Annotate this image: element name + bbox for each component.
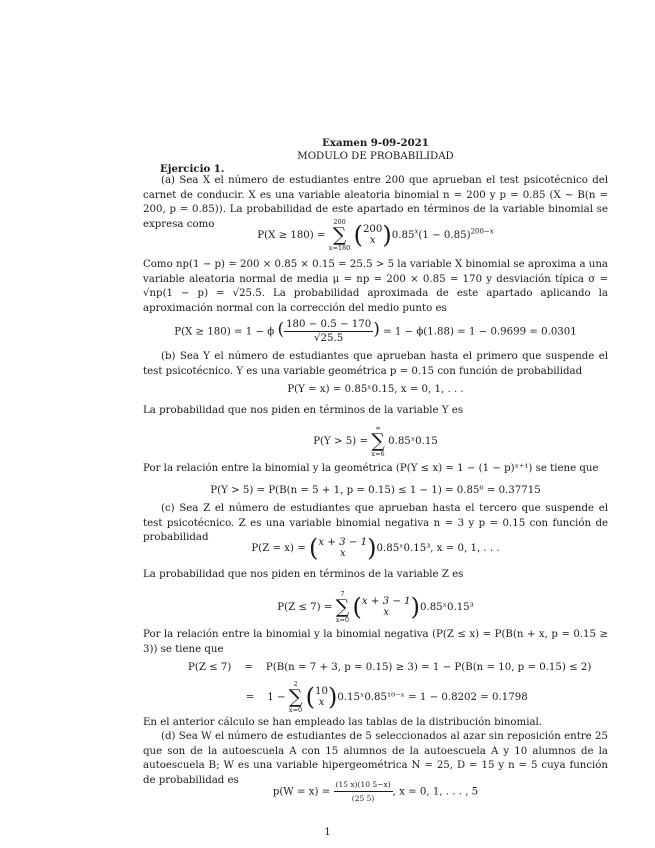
equation-rhs: = 1 − ϕ(1.88) = 1 − 0.9699 = 0.0301 — [383, 326, 577, 338]
fraction — [334, 778, 393, 805]
exam-title: Examen 9-09-2021 — [322, 137, 429, 149]
equation-lhs: p(W = x) = — [272, 786, 331, 798]
fraction — [284, 318, 373, 345]
part-c-paragraph-3: Por la relación entre la binomial y la binomial negativa (P(Z ≤ x) = P(B(n + x, p = 0.15 ≥ 3)) se tiene que — [143, 629, 608, 655]
equation-prefix: 1 − — [267, 692, 286, 703]
sum-lower: x=0 — [288, 706, 303, 714]
part-d-equation-1 — [143, 778, 608, 805]
equation-lhs: P(Z ≤ 7) = — [277, 602, 333, 613]
binomial-coefficient: (x + 3 − 1 x ) — [352, 592, 420, 621]
part-b-paragraph-2: La probabilidad que nos piden en términos de la variable Y es — [143, 405, 464, 416]
binom-top: 200 — [362, 224, 383, 235]
part-d-paragraph-1: (d) Sea W el número de estudiantes de 5 seleccionados al azar sin reposición entre 25 que son de la autoescuela A con 15 alumnos de la autoescuela A y 10 alumnos de la autoescuela B; W es una variable hipergeométrica N = 25, D = 15 y n = 5 cuya función de probabilidad es — [143, 731, 608, 786]
part-b-equation-2 — [143, 424, 608, 458]
summation — [329, 218, 351, 252]
binom-bottom: x — [339, 548, 346, 559]
fraction-numerator: 180 − 0.5 − 170 — [286, 319, 372, 330]
sum-lower: x=0 — [335, 616, 350, 624]
binom-top: x + 3 − 1 — [361, 596, 411, 607]
binom-bottom: x — [369, 235, 376, 246]
part-b-equation-3: P(Y > 5) = P(B(n = 5 + 1, p = 0.15) ≤ 1 − 1) = 0.85⁶ = 0.37715 — [210, 485, 541, 496]
sum-lower: x=180 — [328, 244, 351, 252]
part-c-paragraph-4: En el anterior cálculo se han empleado las tablas de la distribución binomial. — [143, 717, 543, 728]
equation-lhs: P(X ≥ 180) = — [257, 230, 326, 241]
binom-bottom: x — [383, 607, 390, 618]
equals-sign: = — [245, 692, 255, 703]
part-a-equation-1: P(X ≥ 180) = 200 ∑ x=180 (200 x )$0.85^x(1 - 0.85)^{200-x}$ — [257, 218, 494, 252]
equation-lhs: P(X ≥ 180) = 1 − ϕ — [174, 326, 275, 338]
part-a-equation-2: P(X ≥ 180) = 1 − ϕ ( $\frac{180 - 0.5 - 170}{√25.5}$ ) = 1 − ϕ(1.88) = 1 − 0.9699 = 0.0301 — [174, 319, 577, 344]
equation-lhs: P(Z = x) = — [251, 543, 306, 554]
sigma-symbol: ∑ — [371, 430, 385, 452]
equation-rhs: 0.85ˣ0.15³ — [419, 602, 474, 613]
part-c-paragraph-1: (c) Sea Z el número de estudiantes que aprueban hasta el tercero que suspende el test psicotécnico. Z es una variable binomial negativa n = 3 y p = 0.15 con función de probabilidad — [143, 503, 608, 543]
fraction-denominator: (25 5) — [351, 794, 375, 803]
fraction-denominator: √25.5 — [314, 333, 344, 344]
equation-lhs: P(Y > 5) = — [313, 436, 369, 447]
module-subtitle: MODULO DE PROBABILIDAD — [297, 151, 454, 162]
equation-rhs: 0.85 — [391, 230, 415, 241]
summation — [371, 424, 385, 458]
part-b-equation-1: P(Y = x) = 0.85ˣ0.15, x = 0, 1, . . . — [287, 384, 464, 395]
equation-lhs: P(Z ≤ 7) — [188, 662, 232, 673]
sum-upper: 7 — [340, 590, 345, 598]
part-c-equation-3-line-2 — [236, 680, 528, 714]
binomial-coefficient: (10 x ) — [305, 682, 338, 711]
binom-bottom: x — [318, 697, 325, 708]
binomial-coefficient: (x + 3 − 1 x ) — [309, 533, 377, 562]
summation — [336, 590, 350, 624]
part-c-equation-1 — [143, 533, 608, 562]
page-number: 1 — [324, 827, 331, 838]
sigma-symbol: ∑ — [288, 686, 303, 708]
sigma-symbol: ∑ — [332, 224, 347, 246]
sum-upper: ∞ — [375, 424, 381, 432]
equation-rhs: 0.85ˣ0.15 — [388, 436, 438, 447]
sum-upper: 2 — [293, 680, 298, 688]
sum-upper: 200 — [333, 218, 346, 226]
equation-rhs: 0.85ˣ0.15³, x = 0, 1, . . . — [376, 543, 500, 554]
binom-top: x + 3 − 1 — [318, 537, 368, 548]
sigma-symbol: ∑ — [335, 596, 350, 618]
part-a-paragraph-2: Como np(1 − p) = 200 × 0.85 × 0.15 = 25.5 > 5 la variable X binomial se aproxima a una variable aleatoria normal de media μ = np = 200 × 0.85 = 170 y desviación típica σ = √np(1 − p) = √25.5. La probabilidad aproximada de este apartado aplicando la aproximación normal con la corrección del medio punto es — [143, 259, 608, 314]
binom-top: 10 — [314, 686, 328, 697]
equation-rhs: P(B(n = 7 + 3, p = 0.15) ≥ 3) = 1 − P(B(n = 10, p = 0.15) ≤ 2) — [265, 662, 592, 673]
part-c-paragraph-2: La probabilidad que nos piden en términos de la variable Z es — [143, 569, 464, 580]
part-b-paragraph-1: (b) Sea Y el número de estudiantes que aprueban hasta el primero que suspende el test psicotécnico. Y es una variable geométrica p = 0.15 con función de probabilidad — [143, 351, 608, 377]
equation-rhs: , x = 0, 1, . . . , 5 — [392, 786, 479, 798]
part-c-equation-2 — [143, 590, 608, 624]
sum-lower: x=6 — [371, 450, 385, 458]
part-a-paragraph-1: (a) Sea X el número de estudiantes entre 200 que aprueban el test psicotécnico del carnet de conducir. X es una variable aleatoria binomial n = 200 y p = 0.85 (X ∼ B(n = 200, p = 0.85)). La probabilidad de este apartado en términos de la variable binomial se expresa como — [143, 175, 608, 230]
binomial-coefficient: (200 x ) — [353, 220, 392, 249]
part-b-paragraph-3: Por la relación entre la binomial y la geométrica (P(Y ≤ x) = 1 − (1 − p)ˣ⁺¹) se tiene que — [143, 463, 599, 474]
equals-sign: = — [244, 662, 253, 673]
summation — [289, 680, 303, 714]
exponent: x — [414, 227, 419, 236]
exercise-heading: Ejercicio 1. — [160, 163, 225, 175]
equation-rhs: 0.15ˣ0.85¹⁰⁻ˣ = 1 − 0.8202 = 0.1798 — [337, 692, 528, 703]
fraction-numerator: (15 x)(10 5−x) — [334, 778, 393, 792]
part-c-equation-3-line-1 — [188, 661, 591, 676]
